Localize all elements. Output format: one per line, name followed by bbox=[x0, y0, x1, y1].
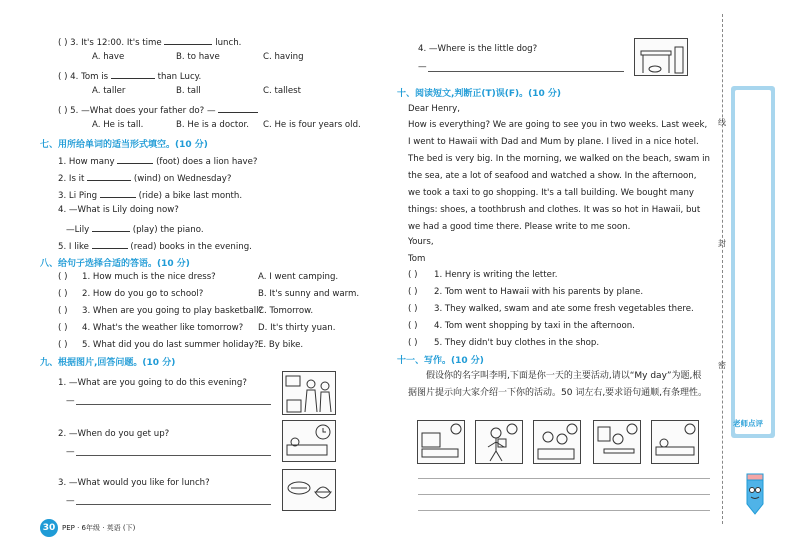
section-7-title: 七、用所给单词的适当形式填空。(10 分) bbox=[40, 140, 208, 150]
family-tv-picture bbox=[282, 371, 336, 415]
match-question: 3. When are you going to play basketball? bbox=[82, 306, 264, 316]
writing-line[interactable] bbox=[418, 510, 710, 511]
match-paren[interactable]: ( ) bbox=[58, 340, 68, 350]
match-answer: E. By bike. bbox=[258, 340, 304, 350]
answer-dash: — bbox=[66, 396, 75, 406]
answer-blank[interactable] bbox=[117, 154, 153, 164]
answer-dash: — bbox=[66, 496, 75, 506]
picture-question: 3. —What would you like for lunch? bbox=[58, 478, 210, 488]
answer-blank[interactable] bbox=[92, 239, 128, 249]
mc-option: C. having bbox=[263, 52, 304, 62]
tf-statement: 5. They didn't buy clothes in the shop. bbox=[434, 338, 600, 348]
answer-blank[interactable] bbox=[111, 69, 155, 79]
binding-char: 密 bbox=[718, 361, 726, 370]
match-question: 1. How much is the nice dress? bbox=[82, 272, 216, 282]
section-8-title: 八、给句子选择合适的答语。(10 分) bbox=[40, 259, 190, 269]
mc-option: A. have bbox=[92, 52, 125, 62]
binding-line bbox=[722, 14, 723, 524]
mc-option: C. He is four years old. bbox=[263, 120, 361, 130]
mc-option: B. tall bbox=[176, 86, 201, 96]
fill-item: —Lily (play) the piano. bbox=[66, 222, 204, 235]
mc-question-3: ( ) 3. It's 12:00. It's time lunch. bbox=[58, 35, 241, 48]
match-question: 5. What did you do last summer holiday? bbox=[82, 340, 259, 350]
page-number: 30 bbox=[40, 519, 58, 537]
fill-item: 3. Li Ping (ride) a bike last month. bbox=[58, 188, 242, 201]
binding-char: 线 bbox=[718, 118, 726, 127]
go-to-school-picture bbox=[475, 420, 523, 464]
answer-blank[interactable] bbox=[92, 222, 130, 232]
match-question: 4. What's the weather like tomorrow? bbox=[82, 323, 244, 333]
go-to-bed-picture bbox=[651, 420, 699, 464]
mc-question-5: ( ) 5. —What does your father do? — bbox=[58, 103, 258, 116]
match-paren[interactable]: ( ) bbox=[58, 289, 68, 299]
match-question: 2. How do you go to school? bbox=[82, 289, 204, 299]
tf-paren[interactable]: ( ) bbox=[408, 321, 418, 331]
match-answer: C. Tomorrow. bbox=[258, 306, 314, 316]
answer-blank[interactable] bbox=[100, 188, 136, 198]
answer-dash: — bbox=[418, 62, 427, 72]
mc-option: B. He is a doctor. bbox=[176, 120, 249, 130]
match-paren[interactable]: ( ) bbox=[58, 306, 68, 316]
mc-option: C. tallest bbox=[263, 86, 302, 96]
section-10-title: 十、阅读短文,判断正(T)误(F)。(10 分) bbox=[397, 89, 562, 99]
wake-up-picture bbox=[417, 420, 465, 464]
letter-body: How is everything? We are going to see you in two weeks. Last week, I went to Hawaii with Dad and Mum by plane. I lived in a nice hotel. The bed is very big. In the morning, we walked on the beach, swam in the sea, ate a lot of seafood and watched a show. In the afternoon, we took a taxi to go shopping. It's a tall building. We bought many things: shoes, a toothbrush and clothes. It was so hot in Hawaii, but we had a good time there. Please write to me soon. bbox=[408, 120, 710, 232]
writing-prompt: 假设你的名字叫李明,下面是你一天的主要活动,请以“My day”为题,根据图片提示向大家介绍一下你的活动。50 词左右,要求语句通顺,有条理性。 bbox=[408, 371, 708, 398]
picture-question: 1. —What are you going to do this evening? bbox=[58, 378, 247, 388]
answer-blank[interactable] bbox=[164, 35, 212, 45]
class-picture bbox=[533, 420, 581, 464]
match-paren[interactable]: ( ) bbox=[58, 323, 68, 333]
letter-closing: Yours, bbox=[408, 237, 434, 247]
writing-line[interactable] bbox=[418, 478, 710, 479]
answer-blank[interactable] bbox=[218, 103, 258, 113]
mc-option: A. He is tall. bbox=[92, 120, 144, 130]
writing-line[interactable] bbox=[418, 494, 710, 495]
answer-dash: — bbox=[66, 447, 75, 457]
pencil-mascot-icon bbox=[741, 470, 769, 516]
picture-question: 2. —When do you get up? bbox=[58, 429, 170, 439]
section-9-title: 九、根据图片,回答问题。(10 分) bbox=[40, 358, 176, 368]
fill-item: 4. —What is Lily doing now? bbox=[58, 205, 179, 215]
homework-picture bbox=[593, 420, 641, 464]
match-answer: B. It's sunny and warm. bbox=[258, 289, 360, 299]
teacher-comment-box bbox=[731, 86, 775, 438]
fill-item: 5. I like (read) books in the evening. bbox=[58, 239, 252, 252]
match-paren[interactable]: ( ) bbox=[58, 272, 68, 282]
binding-char: 封 bbox=[718, 239, 726, 248]
tf-statement: 3. They walked, swam and ate some fresh vegetables there. bbox=[434, 304, 694, 314]
match-answer: A. I went camping. bbox=[258, 272, 339, 282]
match-answer: D. It's thirty yuan. bbox=[258, 323, 336, 333]
mc-question-4: ( ) 4. Tom is than Lucy. bbox=[58, 69, 201, 82]
teacher-comment-label: 老师点评 bbox=[733, 419, 763, 428]
footer-text: PEP · 6年级 · 英语 (下) bbox=[62, 524, 136, 532]
tf-paren[interactable]: ( ) bbox=[408, 338, 418, 348]
mc-option: B. to have bbox=[176, 52, 220, 62]
fill-item: 1. How many (foot) does a lion have? bbox=[58, 154, 257, 167]
fill-item: 2. Is it (wind) on Wednesday? bbox=[58, 171, 231, 184]
picture-question: 4. —Where is the little dog? bbox=[418, 44, 538, 54]
answer-line[interactable] bbox=[428, 71, 624, 72]
tf-paren[interactable]: ( ) bbox=[408, 304, 418, 314]
letter-greeting: Dear Henry, bbox=[408, 104, 460, 114]
answer-line[interactable] bbox=[76, 404, 271, 405]
answer-line[interactable] bbox=[76, 504, 271, 505]
alarm-clock-bed-picture bbox=[282, 420, 336, 462]
dog-under-desk-picture bbox=[634, 38, 688, 76]
tf-statement: 4. Tom went shopping by taxi in the afternoon. bbox=[434, 321, 635, 331]
answer-blank[interactable] bbox=[87, 171, 131, 181]
tf-paren[interactable]: ( ) bbox=[408, 287, 418, 297]
section-11-title: 十一、写作。(10 分) bbox=[397, 356, 484, 366]
tf-statement: 2. Tom went to Hawaii with his parents by plane. bbox=[434, 287, 644, 297]
tf-paren[interactable]: ( ) bbox=[408, 270, 418, 280]
mc-option: A. taller bbox=[92, 86, 126, 96]
letter-signature: Tom bbox=[408, 254, 426, 264]
tf-statement: 1. Henry is writing the letter. bbox=[434, 270, 558, 280]
answer-line[interactable] bbox=[76, 455, 271, 456]
lunch-food-picture bbox=[282, 469, 336, 511]
